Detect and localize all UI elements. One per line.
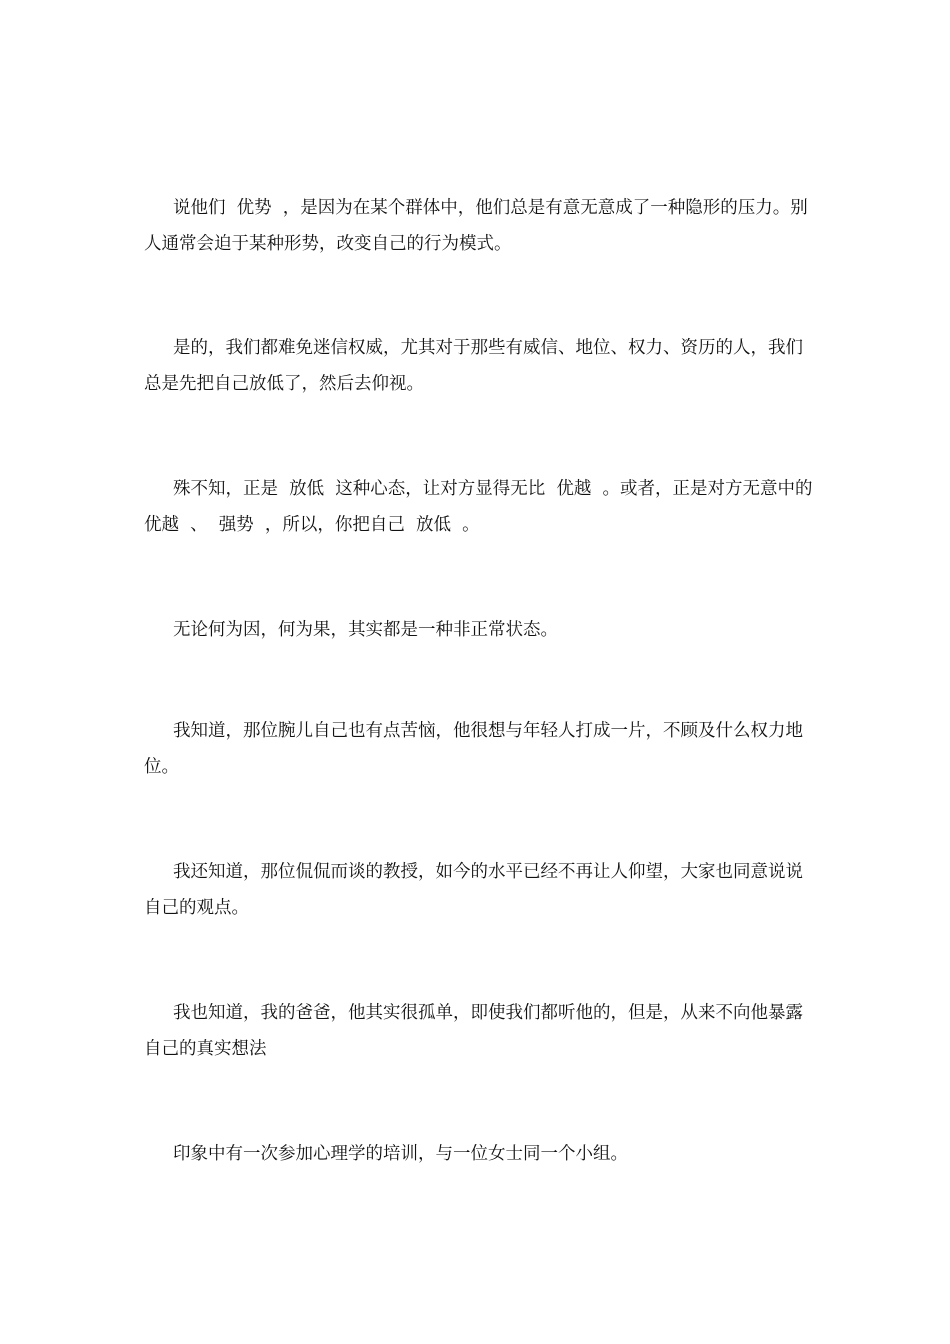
paragraph-6: 我还知道，那位侃侃而谈的教授，如今的水平已经不再让人仰望，大家也同意说说自己的观点。 — [144, 862, 803, 918]
paragraph-3: 殊不知，正是 放低 这种心态，让对方显得无比 优越 。或者，正是对方无意中的 优越 、 强势 ，所以，你把自己 放低 。 — [144, 479, 824, 535]
paragraph-4: 无论何为因，何为果，其实都是一种非正常状态。 — [173, 620, 558, 640]
paragraph-5: 我知道，那位腕儿自己也有点苦恼，他很想与年轻人打成一片，不顾及什么权力地位。 — [144, 721, 803, 777]
paragraph-7: 我也知道，我的爸爸，他其实很孤单，即使我们都听他的，但是，从来不向他暴露自己的真实想法 — [144, 1003, 803, 1059]
paragraph-1: 说他们 优势 ，是因为在某个群体中，他们总是有意无意成了一种隐形的压力。别人通常会迫于某种形势，改变自己的行为模式。 — [144, 198, 808, 254]
paragraph-2: 是的，我们都难免迷信权威，尤其对于那些有威信、地位、权力、资历的人，我们总是先把自己放低了，然后去仰视。 — [144, 338, 803, 394]
paragraph-8: 印象中有一次参加心理学的培训，与一位女士同一个小组。 — [173, 1144, 628, 1164]
